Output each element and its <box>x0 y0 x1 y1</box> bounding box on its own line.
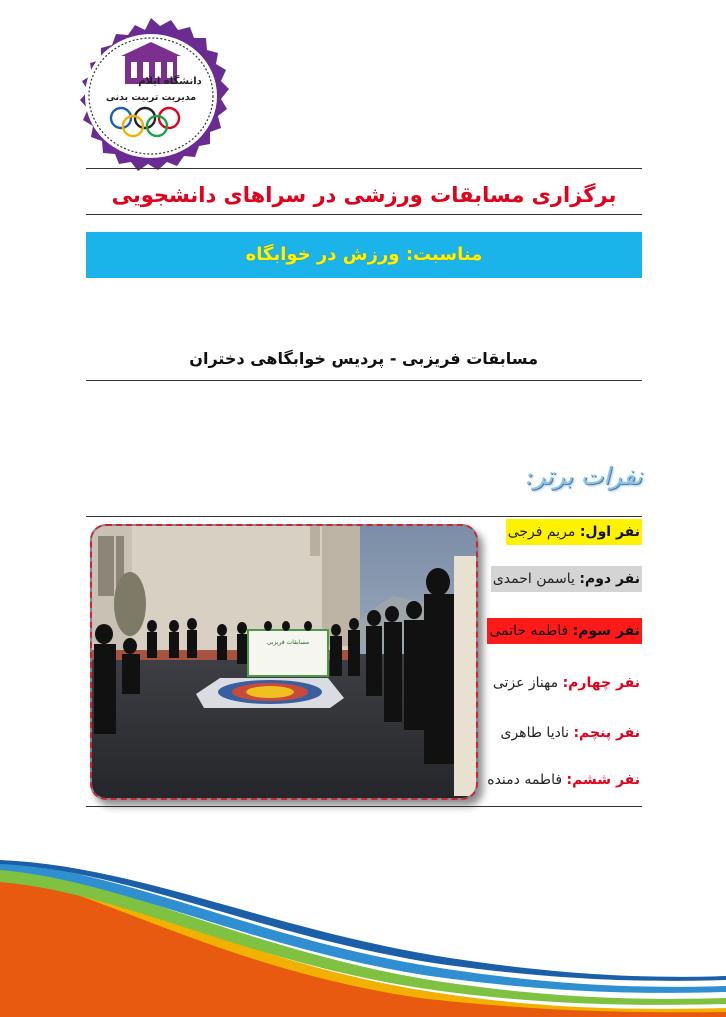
event-photo <box>90 524 478 800</box>
university-seal-logo <box>62 18 240 174</box>
winners-bottom-rule <box>86 806 642 807</box>
winner-2 <box>491 566 642 592</box>
seal-university-name: دانشگاه ایلام <box>138 76 202 87</box>
tree <box>114 572 146 636</box>
page-title: برگزاری مسابقات ورزشی در سراهای دانشجویی <box>111 183 617 207</box>
winner-name: مریم فرجی <box>507 524 576 540</box>
winner-name: فاطمه حاتمی <box>489 623 569 639</box>
winner-rank-label: نفر دوم: <box>579 571 640 587</box>
footer-wave-decoration <box>0 860 726 1017</box>
winner-rank-label: نفر سوم: <box>572 623 640 639</box>
winner-rank-label: نفر چهارم: <box>562 675 640 691</box>
event-banner-held <box>248 630 328 676</box>
winner-rank-label: نفر ششم: <box>566 772 640 788</box>
winner-rank-label: نفر اول: <box>579 524 640 540</box>
winner-4 <box>491 670 642 696</box>
event-photo-illustration <box>92 526 476 798</box>
winners-heading: نفرات برتر: <box>525 462 642 490</box>
subtitle-bottom-rule <box>86 380 642 381</box>
winners-top-rule <box>86 516 642 517</box>
winner-name: مهناز عزتی <box>492 675 559 691</box>
title-top-rule <box>86 168 642 169</box>
winner-rank-label: نفر پنچم: <box>573 725 640 741</box>
photo-banner-text: مسابقات فریزبی <box>266 639 310 646</box>
winner-3 <box>487 618 642 644</box>
winner-name: فاطمه دمنده <box>487 772 563 788</box>
occasion-banner <box>86 232 642 278</box>
winner-name: یاسمن احمدی <box>492 571 575 587</box>
occasion-text: مناسبت: ورزش در خوابگاه <box>245 244 483 265</box>
title-bottom-rule <box>86 214 642 215</box>
winner-5 <box>499 720 643 746</box>
event-subtitle: مسابقات فریزبی - پردیس خوابگاهی دختران <box>189 349 538 368</box>
winner-1 <box>506 519 642 545</box>
seal-department-name: مدیریت تربیت بدنی <box>105 92 197 103</box>
winner-6 <box>485 767 642 793</box>
frisbee-target-mat <box>196 678 344 708</box>
winner-name: نادیا طاهری <box>500 725 569 741</box>
